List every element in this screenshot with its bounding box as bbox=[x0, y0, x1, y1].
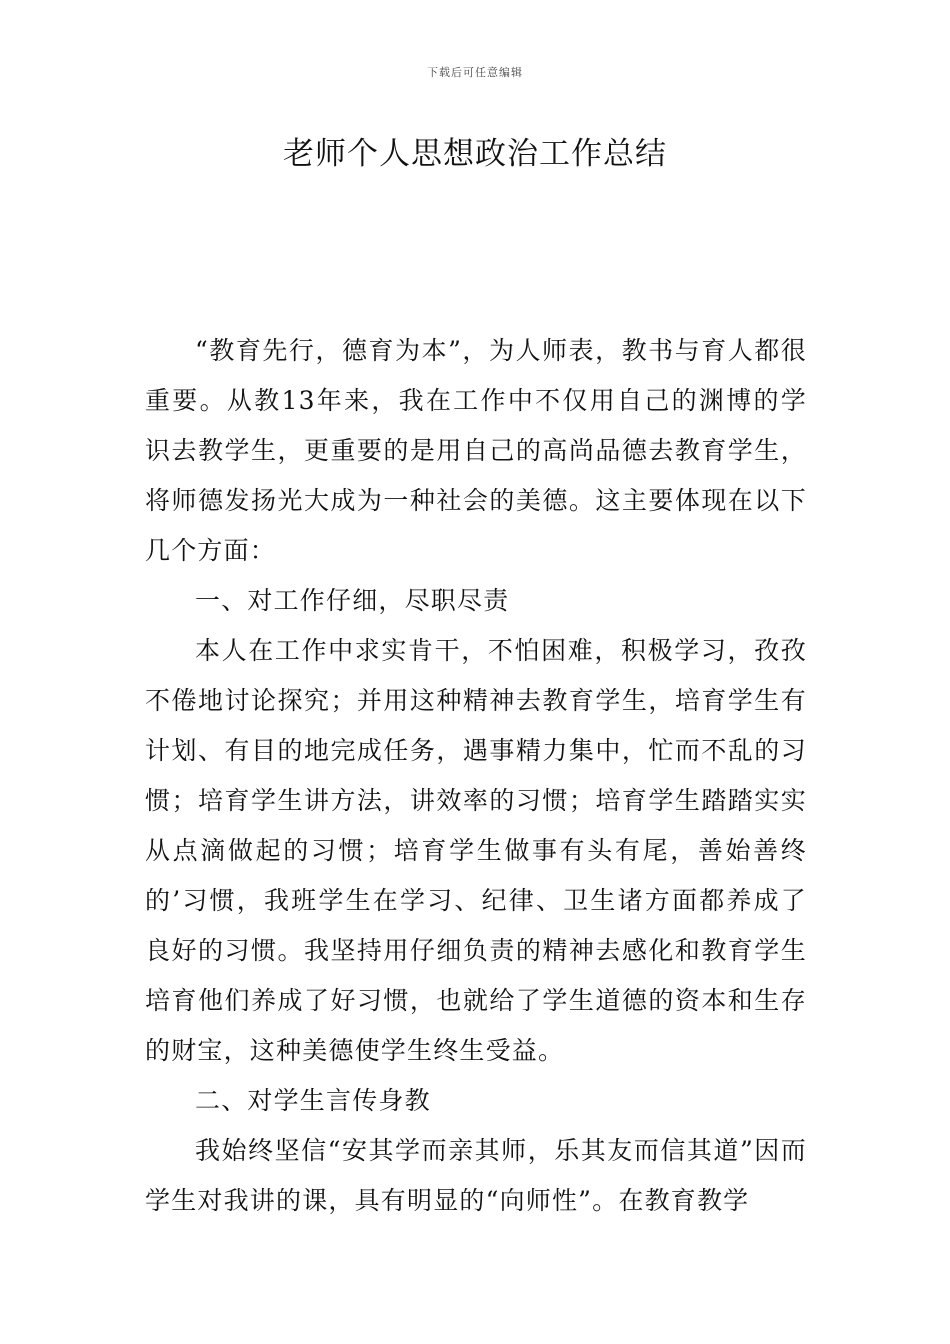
body-paragraph-section-1: 本人在工作中求实肯干，不怕困难，积极学习，孜孜不倦地讨论探究；并用这种精神去教育学生，培育学生有计划、有目的地完成任务，遇事精力集中，忙而不乱的习惯；培育学生讲方法，讲效率的习惯；培育学生踏踏实实从点滴做起的习惯；培育学生做事有头有尾，善始善终的’习惯，我班学生在学习、纪律、卫生诸方面都养成了良好的习惯。我坚持用仔细负责的精神去感化和教育学生培育他们养成了好习惯，也就给了学生道德的资本和生存的财宝，这种美德使学生终生受益。 bbox=[145, 636, 807, 1065]
document-title: 老师个人思想政治工作总结 bbox=[283, 136, 667, 172]
section-heading-2: 二、对学生言传身教 bbox=[195, 1086, 431, 1115]
body-paragraph-intro: “教育先行，德育为本”，为人师表，教书与育人都很重要。从教13年来，我在工作中不仅用自己的渊博的学识去教学生，更重要的是用自己的高尚品德去教育学生，将师德发扬光大成为一种社会的美德。这主要体现在以下几个方面： bbox=[145, 336, 807, 565]
header-note: 下载后可任意编辑 bbox=[427, 66, 523, 79]
document-body bbox=[145, 326, 807, 1226]
section-heading-1: 一、对工作仔细，尽职尽责 bbox=[195, 586, 510, 615]
body-paragraph-section-2: 我始终坚信“安其学而亲其师，乐其友而信其道”因而学生对我讲的课，具有明显的“向师性”。在教育教学 bbox=[145, 1136, 807, 1215]
